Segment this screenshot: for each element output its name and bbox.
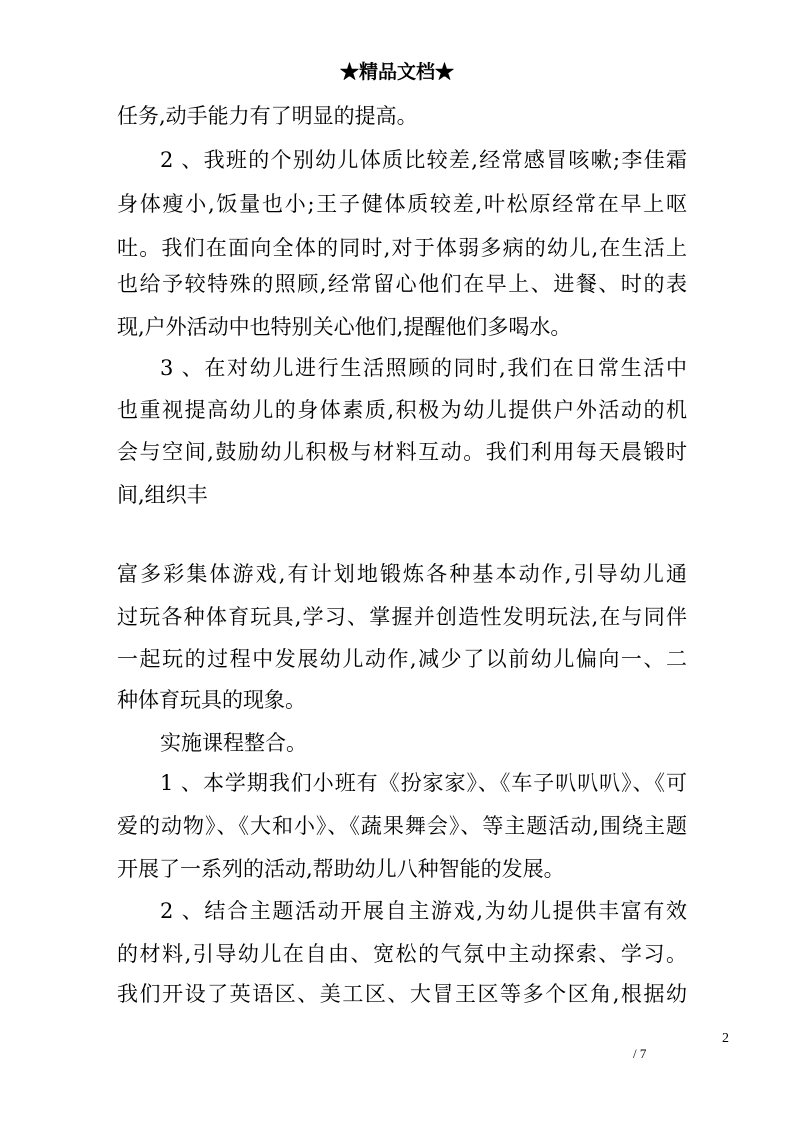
text-line: 过玩各种体育玩具,学习、掌握并创造性发明玩法,在与同伴 bbox=[117, 605, 687, 629]
text-line: 2 、我班的个别幼儿体质比较差,经常感冒咳嗽;李佳霜 bbox=[160, 148, 687, 172]
text-line: 一起玩的过程中发展幼儿动作,减少了以前幼儿偏向一、二 bbox=[117, 647, 687, 671]
text-line: 种体育玩具的现象。 bbox=[117, 688, 306, 712]
text-line: 3 、在对幼儿进行生活照顾的同时,我们在日常生活中 bbox=[160, 356, 687, 380]
text-line: 实施课程整合。 bbox=[160, 731, 307, 755]
text-line: 的材料,引导幼儿在自由、宽松的气氛中主动探索、学习。 bbox=[117, 942, 687, 966]
text-line: 开展了一系列的活动,帮助幼儿八种智能的发展。 bbox=[117, 857, 565, 881]
page-total: / 7 bbox=[633, 1046, 647, 1061]
text-line: 吐。我们在面向全体的同时,对于体弱多病的幼儿,在生活上 bbox=[117, 236, 687, 260]
text-line: 爱的动物》、《大和小》、《蔬果舞会》、等主题活动,围绕主题 bbox=[117, 814, 687, 838]
text-line: 现,户外活动中也特别关心他们,提醒他们多喝水。 bbox=[117, 315, 572, 339]
text-line: 也重视提高幼儿的身体素质,积极为幼儿提供户外活动的机 bbox=[117, 398, 687, 422]
text-line: 会与空间,鼓励幼儿积极与材料互动。我们利用每天晨锻时 bbox=[117, 440, 687, 464]
text-line: 也给予较特殊的照顾,经常留心他们在早上、进餐、时的表 bbox=[117, 272, 687, 296]
text-line: 间,组织丰 bbox=[117, 483, 208, 507]
text-line: 富多彩集体游戏,有计划地锻炼各种基本动作,引导幼儿通 bbox=[117, 562, 687, 586]
document-header-title: ★精品文档★ bbox=[339, 61, 454, 83]
text-line: 我们开设了英语区、美工区、大冒王区等多个区角,根据幼 bbox=[117, 982, 687, 1006]
text-line: 1 、本学期我们小班有《扮家家》、《车子叭叭叭》、《可 bbox=[160, 771, 687, 795]
text-line: 任务,动手能力有了明显的提高。 bbox=[117, 104, 418, 128]
page-number: 2 bbox=[722, 1031, 729, 1046]
text-line: 身体瘦小,饭量也小;王子健体质较差,叶松原经常在早上呕 bbox=[117, 192, 687, 216]
text-line: 2 、结合主题活动开展自主游戏,为幼儿提供丰富有效 bbox=[160, 899, 687, 923]
